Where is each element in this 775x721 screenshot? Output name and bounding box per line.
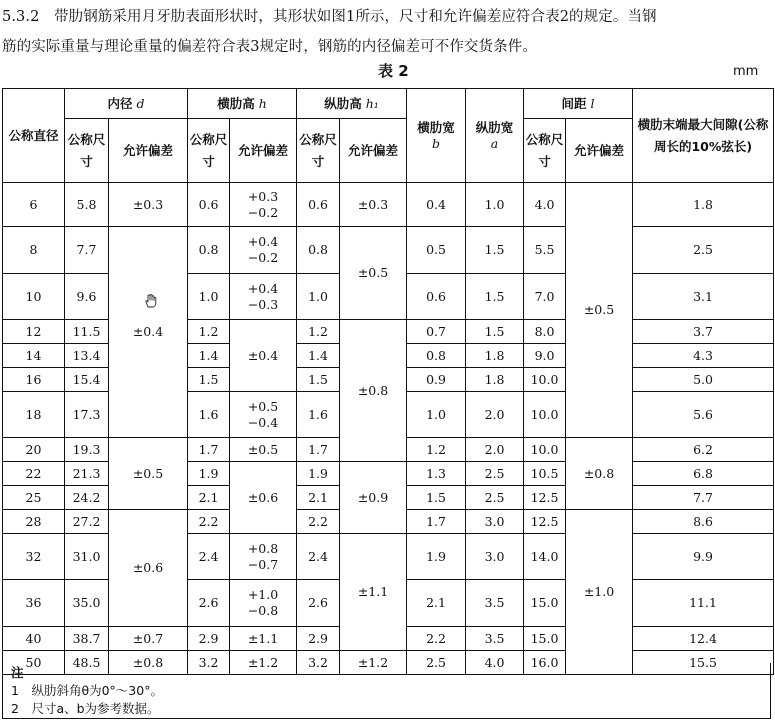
cell-spacing: 5.5 — [524, 227, 566, 274]
cell-max-gap: 15.5 — [633, 651, 774, 675]
cell-max-gap: 3.1 — [633, 274, 774, 320]
cell-max-gap: 7.7 — [633, 486, 774, 510]
cell-max-gap: 5.6 — [633, 392, 774, 438]
notes-heading: 注 — [11, 665, 24, 680]
cell-transverse-rib-height-tolerance: +0.4 −0.3 — [230, 274, 297, 320]
cell-nominal-diameter: 25 — [3, 486, 65, 510]
header-l-tolerance: 允许偏差 — [566, 119, 633, 183]
cell-transverse-rib-width: 0.5 — [407, 227, 466, 274]
cell-spacing: 10.5 — [524, 462, 566, 486]
cell-inner-diameter: 48.5 — [65, 651, 109, 675]
cell-longitudinal-rib-height: 1.0 — [297, 274, 340, 320]
cell-inner-diameter-tolerance: ±0.6 — [109, 510, 188, 627]
cell-inner-diameter: 15.4 — [65, 368, 109, 392]
cell-max-gap: 4.3 — [633, 344, 774, 368]
cell-transverse-rib-width: 1.9 — [407, 534, 466, 580]
cell-inner-diameter: 7.7 — [65, 227, 109, 274]
cell-transverse-rib-height-tolerance: +0.5 −0.4 — [230, 392, 297, 438]
cell-transverse-rib-height: 3.2 — [188, 651, 230, 675]
cell-inner-diameter-tolerance: ±0.4 — [109, 227, 188, 438]
cell-longitudinal-rib-width: 1.8 — [466, 344, 524, 368]
cell-longitudinal-rib-width: 3.5 — [466, 580, 524, 627]
cell-longitudinal-rib-height: 2.1 — [297, 486, 340, 510]
cell-longitudinal-rib-width: 3.5 — [466, 627, 524, 651]
cell-transverse-rib-height: 1.2 — [188, 320, 230, 344]
header-inner-diameter: 内径 d — [65, 89, 188, 119]
cell-inner-diameter: 21.3 — [65, 462, 109, 486]
cell-nominal-diameter: 40 — [3, 627, 65, 651]
cell-transverse-rib-height: 1.0 — [188, 274, 230, 320]
cell-nominal-diameter: 32 — [3, 534, 65, 580]
header-d-nominal: 公称尺寸 — [65, 119, 109, 183]
cell-max-gap: 3.7 — [633, 320, 774, 344]
cell-transverse-rib-width: 1.7 — [407, 510, 466, 534]
cell-longitudinal-rib-width: 3.0 — [466, 510, 524, 534]
cell-spacing-tolerance: ±1.0 — [566, 510, 633, 675]
cell-transverse-rib-height: 1.9 — [188, 462, 230, 486]
cell-transverse-rib-height: 2.9 — [188, 627, 230, 651]
note-1: 1 纵肋斜角θ为0°～30°。 — [11, 683, 163, 698]
cell-transverse-rib-width: 1.3 — [407, 462, 466, 486]
cell-longitudinal-rib-width: 2.5 — [466, 462, 524, 486]
cell-inner-diameter-tolerance: ±0.8 — [109, 651, 188, 675]
cell-max-gap: 5.0 — [633, 368, 774, 392]
rebar-dimension-table — [2, 88, 774, 675]
cell-transverse-rib-width: 0.7 — [407, 320, 466, 344]
paragraph-5-3-2 — [2, 2, 772, 62]
cell-transverse-rib-height: 1.5 — [188, 368, 230, 392]
header-l-nominal: 公称尺寸 — [524, 119, 566, 183]
cell-transverse-rib-width: 0.4 — [407, 183, 466, 227]
cell-inner-diameter-tolerance: ±0.7 — [109, 627, 188, 651]
cell-longitudinal-rib-width: 2.0 — [466, 392, 524, 438]
note-2: 2 尺寸a、b为参考数据。 — [11, 701, 160, 716]
cell-spacing: 15.0 — [524, 580, 566, 627]
header-longitudinal-rib-height: 纵肋高 h₁ — [297, 89, 407, 119]
cell-inner-diameter: 11.5 — [65, 320, 109, 344]
cell-spacing-tolerance: ±0.8 — [566, 438, 633, 510]
cell-max-gap: 1.8 — [633, 183, 774, 227]
cell-inner-diameter: 24.2 — [65, 486, 109, 510]
header-spacing: 间距 l — [524, 89, 633, 119]
hand-cursor-icon — [142, 292, 160, 310]
cell-longitudinal-rib-height: 3.2 — [297, 651, 340, 675]
cell-inner-diameter: 31.0 — [65, 534, 109, 580]
cell-longitudinal-rib-height-tolerance: ±1.2 — [340, 651, 407, 675]
cell-transverse-rib-width: 2.1 — [407, 580, 466, 627]
cell-max-gap: 9.9 — [633, 534, 774, 580]
cell-nominal-diameter: 10 — [3, 274, 65, 320]
cell-transverse-rib-height: 0.6 — [188, 183, 230, 227]
cell-longitudinal-rib-width: 1.5 — [466, 320, 524, 344]
cell-transverse-rib-height-tolerance: ±0.6 — [230, 462, 297, 534]
cell-transverse-rib-height: 1.6 — [188, 392, 230, 438]
cell-transverse-rib-height-tolerance: +1.0 −0.8 — [230, 580, 297, 627]
cell-longitudinal-rib-height-tolerance: ±0.5 — [340, 227, 407, 320]
cell-longitudinal-rib-width: 2.5 — [466, 486, 524, 510]
cell-max-gap: 11.1 — [633, 580, 774, 627]
cell-nominal-diameter: 28 — [3, 510, 65, 534]
cell-inner-diameter: 9.6 — [65, 274, 109, 320]
header-transverse-rib-width: 横肋宽 b — [407, 89, 466, 183]
cell-transverse-rib-height: 2.1 — [188, 486, 230, 510]
cell-spacing-tolerance: ±0.5 — [566, 183, 633, 438]
header-h1-nominal: 公称尺寸 — [297, 119, 340, 183]
paragraph-line-1: 5.3.2 带肋钢筋采用月牙肋表面形状时，其形状如图1所示，尺寸和允许偏差应符合表2的规定。当钢 — [2, 9, 657, 25]
header-h1-tolerance: 允许偏差 — [340, 119, 407, 183]
cell-spacing: 4.0 — [524, 183, 566, 227]
cell-transverse-rib-height: 0.8 — [188, 227, 230, 274]
cell-longitudinal-rib-height-tolerance: ±0.3 — [340, 183, 407, 227]
cell-nominal-diameter: 14 — [3, 344, 65, 368]
header-transverse-rib-height: 横肋高 h — [188, 89, 297, 119]
cell-max-gap: 12.4 — [633, 627, 774, 651]
cell-longitudinal-rib-height-tolerance: ±0.8 — [340, 320, 407, 462]
cell-spacing: 16.0 — [524, 651, 566, 675]
cell-spacing: 7.0 — [524, 274, 566, 320]
cell-max-gap: 8.6 — [633, 510, 774, 534]
cell-inner-diameter: 35.0 — [65, 580, 109, 627]
paragraph-line-2: 筋的实际重量与理论重量的偏差符合表3规定时，钢筋的内径偏差可不作交货条件。 — [2, 39, 537, 55]
cell-nominal-diameter: 20 — [3, 438, 65, 462]
cell-longitudinal-rib-width: 1.5 — [466, 274, 524, 320]
cell-longitudinal-rib-height: 2.2 — [297, 510, 340, 534]
cell-transverse-rib-height-tolerance: ±0.5 — [230, 438, 297, 462]
cell-spacing: 10.0 — [524, 392, 566, 438]
cell-transverse-rib-width: 0.6 — [407, 274, 466, 320]
cell-spacing: 10.0 — [524, 438, 566, 462]
header-h-tolerance: 允许偏差 — [230, 119, 297, 183]
cell-transverse-rib-height: 1.7 — [188, 438, 230, 462]
table-unit: mm — [733, 64, 759, 79]
cell-nominal-diameter: 16 — [3, 368, 65, 392]
cell-transverse-rib-width: 1.5 — [407, 486, 466, 510]
cell-longitudinal-rib-width: 1.0 — [466, 183, 524, 227]
cell-transverse-rib-height-tolerance: ±1.1 — [230, 627, 297, 651]
cell-longitudinal-rib-width: 1.8 — [466, 368, 524, 392]
cell-transverse-rib-width: 1.0 — [407, 392, 466, 438]
table-notes — [2, 663, 771, 719]
cell-transverse-rib-height-tolerance: ±1.2 — [230, 651, 297, 675]
cell-inner-diameter-tolerance: ±0.5 — [109, 438, 188, 510]
table-row — [3, 183, 774, 227]
cell-inner-diameter: 38.7 — [65, 627, 109, 651]
cell-longitudinal-rib-height: 1.2 — [297, 320, 340, 344]
cell-transverse-rib-height-tolerance: +0.3 −0.2 — [230, 183, 297, 227]
cell-longitudinal-rib-height: 1.4 — [297, 344, 340, 368]
cell-inner-diameter: 17.3 — [65, 392, 109, 438]
cell-max-gap: 6.8 — [633, 462, 774, 486]
cell-longitudinal-rib-height: 0.8 — [297, 227, 340, 274]
cell-longitudinal-rib-height: 1.6 — [297, 392, 340, 438]
cell-longitudinal-rib-width: 3.0 — [466, 534, 524, 580]
cell-longitudinal-rib-height-tolerance: ±0.9 — [340, 462, 407, 534]
cell-nominal-diameter: 8 — [3, 227, 65, 274]
cell-nominal-diameter: 22 — [3, 462, 65, 486]
cell-transverse-rib-width: 2.5 — [407, 651, 466, 675]
cell-transverse-rib-width: 1.2 — [407, 438, 466, 462]
cell-transverse-rib-height: 1.4 — [188, 344, 230, 368]
cell-spacing: 10.0 — [524, 368, 566, 392]
cell-transverse-rib-height-tolerance: ±0.4 — [230, 320, 297, 392]
cell-nominal-diameter: 6 — [3, 183, 65, 227]
cell-nominal-diameter: 36 — [3, 580, 65, 627]
cell-transverse-rib-height-tolerance: +0.4 −0.2 — [230, 227, 297, 274]
cell-longitudinal-rib-height: 1.7 — [297, 438, 340, 462]
header-nominal-diameter: 公称直径 — [3, 89, 65, 183]
cell-spacing: 12.5 — [524, 486, 566, 510]
cell-longitudinal-rib-height: 1.5 — [297, 368, 340, 392]
cell-max-gap: 6.2 — [633, 438, 774, 462]
cell-inner-diameter: 5.8 — [65, 183, 109, 227]
cell-longitudinal-rib-height: 1.9 — [297, 462, 340, 486]
cell-max-gap: 2.5 — [633, 227, 774, 274]
cell-transverse-rib-width: 2.2 — [407, 627, 466, 651]
cell-nominal-diameter: 18 — [3, 392, 65, 438]
cell-longitudinal-rib-width: 2.0 — [466, 438, 524, 462]
cell-transverse-rib-width: 0.8 — [407, 344, 466, 368]
cell-longitudinal-rib-height: 2.6 — [297, 580, 340, 627]
cell-transverse-rib-height: 2.2 — [188, 510, 230, 534]
cell-spacing: 12.5 — [524, 510, 566, 534]
cell-nominal-diameter: 12 — [3, 320, 65, 344]
cell-transverse-rib-height-tolerance: +0.8 −0.7 — [230, 534, 297, 580]
cell-spacing: 9.0 — [524, 344, 566, 368]
table-title: 表 2 — [378, 62, 409, 80]
header-longitudinal-rib-width: 纵肋宽 a — [466, 89, 524, 183]
cell-longitudinal-rib-width: 4.0 — [466, 651, 524, 675]
cell-longitudinal-rib-height-tolerance: ±1.1 — [340, 534, 407, 651]
cell-longitudinal-rib-height: 0.6 — [297, 183, 340, 227]
cell-spacing: 8.0 — [524, 320, 566, 344]
cell-longitudinal-rib-height: 2.9 — [297, 627, 340, 651]
header-d-tolerance: 允许偏差 — [109, 119, 188, 183]
cell-transverse-rib-height: 2.6 — [188, 580, 230, 627]
cell-nominal-diameter: 50 — [3, 651, 65, 675]
cell-inner-diameter: 27.2 — [65, 510, 109, 534]
cell-inner-diameter: 19.3 — [65, 438, 109, 462]
header-max-gap: 横肋末端最大间隙(公称周长的10%弦长) — [633, 89, 774, 183]
cell-longitudinal-rib-width: 1.5 — [466, 227, 524, 274]
cell-transverse-rib-width: 0.9 — [407, 368, 466, 392]
cell-transverse-rib-height: 2.4 — [188, 534, 230, 580]
cell-longitudinal-rib-height: 2.4 — [297, 534, 340, 580]
table-row — [3, 227, 774, 274]
cell-spacing: 15.0 — [524, 627, 566, 651]
header-h-nominal: 公称尺寸 — [188, 119, 230, 183]
cell-inner-diameter-tolerance: ±0.3 — [109, 183, 188, 227]
cell-spacing: 14.0 — [524, 534, 566, 580]
cell-inner-diameter: 13.4 — [65, 344, 109, 368]
